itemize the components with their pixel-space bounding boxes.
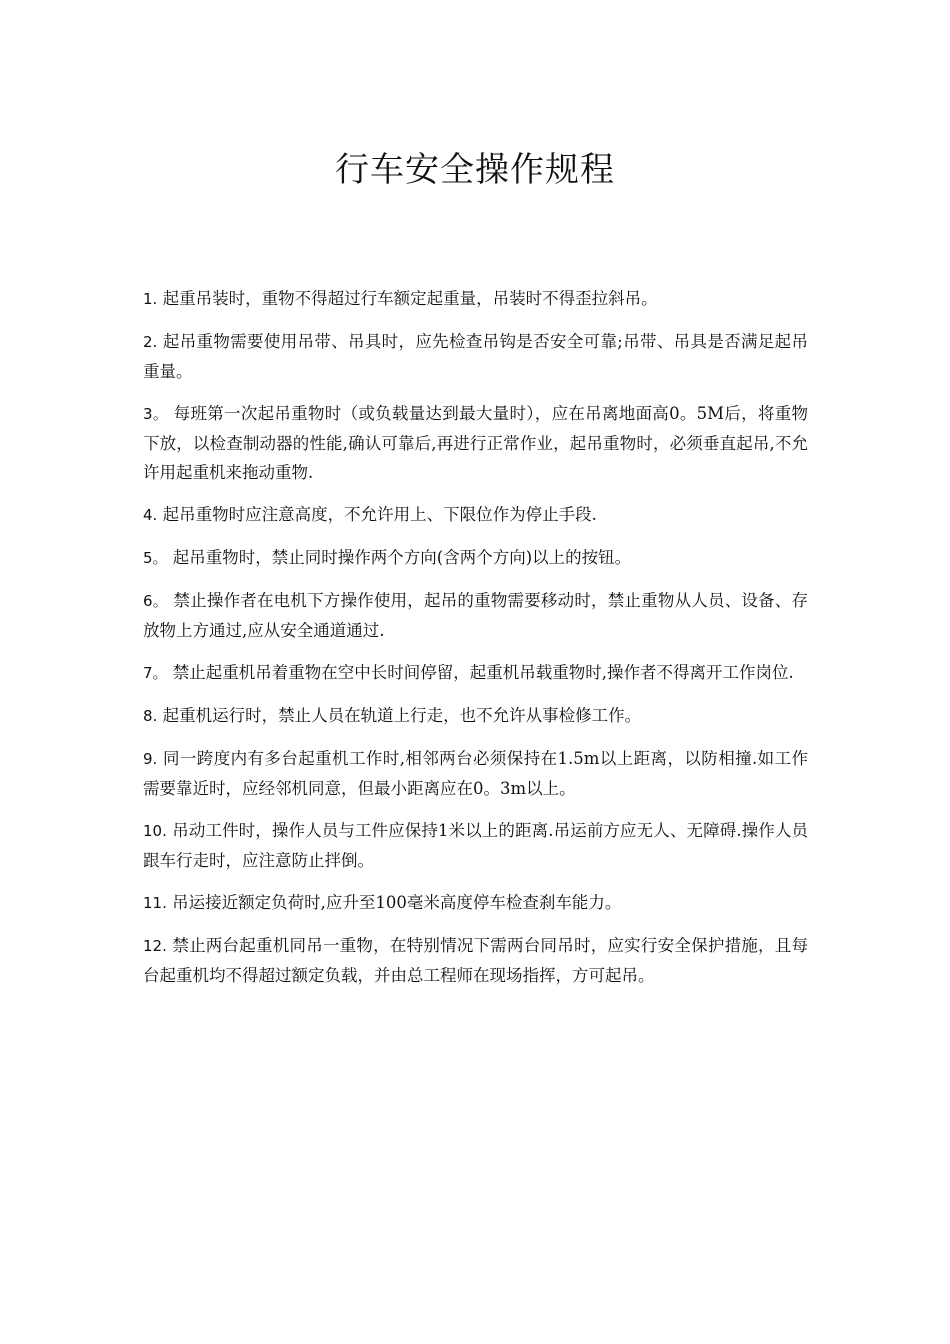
rule-number: 5。 <box>143 549 168 567</box>
rule-text: 禁止两台起重机同吊一重物，在特别情况下需两台同吊时，应实行安全保护措施，且每台起重机均不得超过额定负载，并由总工程师在现场指挥，方可起吊。 <box>143 936 809 985</box>
rule-item <box>143 701 808 731</box>
rule-text: 禁止操作者在电机下方操作使用，起吊的重物需要移动时，禁止重物从人员、设备、存放物上方通过,应从安全通道通过. <box>143 591 809 640</box>
rule-item <box>143 500 808 530</box>
rule-number: 3。 <box>143 405 169 423</box>
rule-item <box>143 399 808 487</box>
rule-item <box>143 658 808 688</box>
rule-item <box>143 543 808 573</box>
rule-text: 起吊重物时应注意高度，不允许用上、下限位作为停止手段. <box>162 505 597 524</box>
rule-text: 起吊重物需要使用吊带、吊具时，应先检查吊钩是否安全可靠;吊带、吊具是否满足起吊重量。 <box>143 332 808 381</box>
rule-item <box>143 284 808 314</box>
rule-item <box>143 931 808 990</box>
rule-text: 起重机运行时，禁止人员在轨道上行走，也不允许从事检修工作。 <box>162 706 642 725</box>
rule-item <box>143 586 808 645</box>
rule-item <box>143 744 808 803</box>
rule-text: 禁止起重机吊着重物在空中长时间停留，起重机吊载重物时,操作者不得离开工作岗位. <box>172 663 794 682</box>
rule-number: 11. <box>143 894 167 912</box>
rule-number: 2. <box>143 333 158 351</box>
rule-text: 起吊重物时，禁止同时操作两个方向(含两个方向)以上的按钮。 <box>172 548 632 567</box>
document-title: 行车安全操作规程 <box>335 150 615 190</box>
rules-list <box>143 284 808 1003</box>
rule-text: 同一跨度内有多台起重机工作时,相邻两台必须保持在1.5m以上距离，以防相撞.如工作需要靠近时，应经邻机同意，但最小距离应在0。3m以上。 <box>143 749 808 798</box>
rule-number: 6。 <box>143 592 168 610</box>
rule-text: 吊运接近额定负荷时,应升至100毫米高度停车检查刹车能力。 <box>172 893 622 912</box>
rule-text: 吊动工件时，操作人员与工件应保持1米以上的距离.吊运前方应无人、无障碍.操作人员跟车行走时，应注意防止拌倒。 <box>143 821 808 870</box>
rule-number: 7。 <box>143 664 168 682</box>
rule-number: 8. <box>143 707 158 725</box>
rule-item <box>143 327 808 386</box>
rule-text: 起重吊装时，重物不得超过行车额定起重量，吊装时不得歪拉斜吊。 <box>162 289 658 308</box>
rule-item <box>143 816 808 875</box>
rule-number: 10. <box>143 822 167 840</box>
rule-item <box>143 888 808 918</box>
rule-number: 4. <box>143 506 158 524</box>
rule-number: 12. <box>143 937 167 955</box>
rule-number: 9. <box>143 750 158 768</box>
rule-text: 每班第一次起吊重物时（或负载量达到最大量时），应在吊离地面高0。5M后，将重物下放，以检查制动器的性能,确认可靠后,再进行正常作业，起吊重物时，必须垂直起吊,不允许用起重机来拖动重物. <box>143 404 809 482</box>
rule-number: 1. <box>143 290 158 308</box>
